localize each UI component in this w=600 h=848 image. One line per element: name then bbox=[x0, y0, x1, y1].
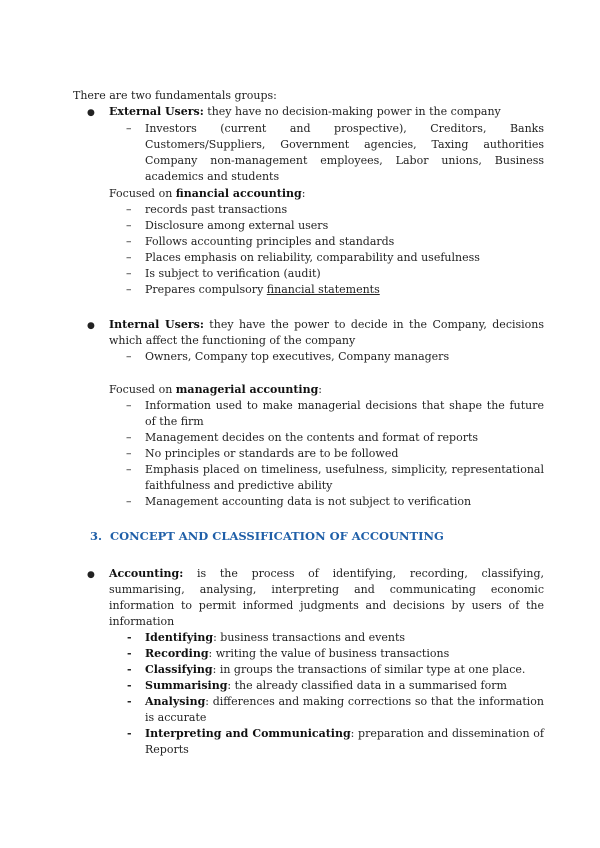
step-desc: : business transactions and events bbox=[213, 631, 406, 644]
internal-users-label: Internal Users: bbox=[109, 318, 204, 331]
dash-marker: - bbox=[127, 631, 132, 644]
financial-accounting-list bbox=[109, 202, 544, 298]
step-desc: : preparation and dissemination of Reports bbox=[145, 727, 544, 756]
accounting-definition bbox=[109, 566, 544, 630]
dash-marker: – bbox=[126, 251, 132, 264]
dash-marker: – bbox=[126, 431, 132, 444]
list-item-text: records past transactions bbox=[145, 203, 288, 216]
list-item bbox=[109, 266, 544, 282]
bullet-accounting: ● bbox=[87, 570, 95, 580]
list-item-text: Disclosure among external users bbox=[145, 219, 329, 232]
dash-marker: - bbox=[127, 647, 132, 660]
list-item bbox=[109, 646, 544, 662]
step-desc: : the already classified data in a summarised form bbox=[227, 679, 507, 692]
list-item-text: Emphasis placed on timeliness, usefulness, simplicity, representational faithfulness and predictive ability bbox=[145, 463, 544, 492]
external-users-paragraph bbox=[109, 104, 544, 120]
list-item-text: No principles or standards are to be followed bbox=[145, 447, 399, 460]
dash-marker: - bbox=[127, 727, 132, 740]
list-item-text: Prepares compulsory bbox=[145, 283, 267, 296]
focus-prefix: Focused on bbox=[109, 187, 176, 200]
list-item bbox=[109, 398, 544, 430]
accounting-steps-list bbox=[109, 630, 544, 758]
list-item bbox=[109, 430, 544, 446]
step-term: Summarising bbox=[145, 679, 228, 692]
external-members-list bbox=[109, 121, 544, 185]
accounting-label: Accounting: bbox=[109, 567, 184, 580]
dash-marker: – bbox=[126, 203, 132, 216]
bullet-internal: ● bbox=[87, 321, 95, 331]
dash-marker: - bbox=[127, 663, 132, 676]
internal-members: Owners, Company top executives, Company managers bbox=[145, 350, 450, 363]
external-users-text: they have no decision-making power in the company bbox=[203, 105, 501, 118]
list-item-text: Information used to make managerial decisions that shape the future of the firm bbox=[145, 399, 544, 428]
list-item bbox=[109, 121, 544, 185]
dash-marker: – bbox=[126, 235, 132, 248]
bullet-external: ● bbox=[87, 108, 95, 118]
focus-prefix: Focused on bbox=[109, 383, 176, 396]
list-item bbox=[109, 234, 544, 250]
dash-marker: - bbox=[127, 695, 132, 708]
list-item-text: Follows accounting principles and standards bbox=[145, 235, 395, 248]
intro-text: There are two fundamentals groups: bbox=[73, 89, 277, 102]
dash-marker: – bbox=[126, 219, 132, 232]
step-term: Analysing bbox=[145, 695, 206, 708]
list-item bbox=[109, 694, 544, 726]
list-item bbox=[109, 630, 544, 646]
dash-marker: – bbox=[126, 350, 132, 363]
step-term: Classifying bbox=[145, 663, 213, 676]
list-item-text: Places emphasis on reliability, comparability and usefulness bbox=[145, 251, 480, 264]
managerial-focus-line bbox=[109, 382, 322, 398]
list-item-text: Management decides on the contents and format of reports bbox=[145, 431, 479, 444]
list-item bbox=[109, 282, 544, 298]
list-item bbox=[109, 678, 544, 694]
list-item bbox=[109, 446, 544, 462]
internal-members-list bbox=[109, 349, 544, 365]
managerial-accounting-list bbox=[109, 398, 544, 510]
step-term: Recording bbox=[145, 647, 209, 660]
accounting-text: is the process of identifying, recording, classifying, summarising, analysing, interpreting and communicating economic information to permit informed judgments and decisions by users of the information bbox=[109, 567, 544, 628]
section-title: CONCEPT AND CLASSIFICATION OF ACCOUNTING bbox=[110, 529, 444, 543]
dash-marker: – bbox=[126, 447, 132, 460]
section-heading bbox=[90, 528, 444, 544]
dash-marker: – bbox=[126, 399, 132, 412]
external-members: Investors (current and prospective), Creditors, Banks Customers/Suppliers, Government agencies, Taxing authorities Company non-management employees, Labor unions, Business academics and students bbox=[145, 122, 544, 183]
list-item bbox=[109, 202, 544, 218]
list-item bbox=[109, 462, 544, 494]
dash-marker: - bbox=[127, 679, 132, 692]
financial-statements-link[interactable]: financial statements bbox=[266, 283, 380, 296]
dash-marker: – bbox=[126, 495, 132, 508]
managerial-accounting-term: managerial accounting bbox=[175, 383, 319, 396]
list-item bbox=[109, 349, 544, 365]
focus-suffix: : bbox=[301, 187, 306, 200]
step-desc: : differences and making corrections so that the information is accurate bbox=[145, 695, 544, 724]
external-users-label: External Users: bbox=[109, 105, 204, 118]
list-item-text: Is subject to verification (audit) bbox=[145, 267, 321, 280]
list-item bbox=[109, 250, 544, 266]
list-item-text: Management accounting data is not subject to verification bbox=[145, 495, 472, 508]
dash-marker: – bbox=[126, 267, 132, 280]
financial-accounting-term: financial accounting bbox=[175, 187, 302, 200]
list-item bbox=[109, 726, 544, 758]
dash-marker: – bbox=[126, 463, 132, 476]
step-term: Identifying bbox=[145, 631, 214, 644]
internal-users-paragraph bbox=[109, 317, 544, 349]
list-item bbox=[109, 218, 544, 234]
internal-users-text: they have the power to decide in the Company, decisions which affect the functioning of the company bbox=[109, 318, 545, 347]
list-item bbox=[109, 662, 544, 678]
financial-focus-line bbox=[109, 186, 305, 202]
step-desc: : in groups the transactions of similar type at one place. bbox=[212, 663, 526, 676]
dash-marker: – bbox=[126, 283, 132, 296]
step-term: Interpreting and Communicating bbox=[145, 727, 351, 740]
section-number: 3. bbox=[90, 529, 103, 543]
focus-suffix: : bbox=[318, 383, 323, 396]
dash-marker: – bbox=[126, 122, 132, 135]
step-desc: : writing the value of business transactions bbox=[208, 647, 450, 660]
list-item bbox=[109, 494, 544, 510]
